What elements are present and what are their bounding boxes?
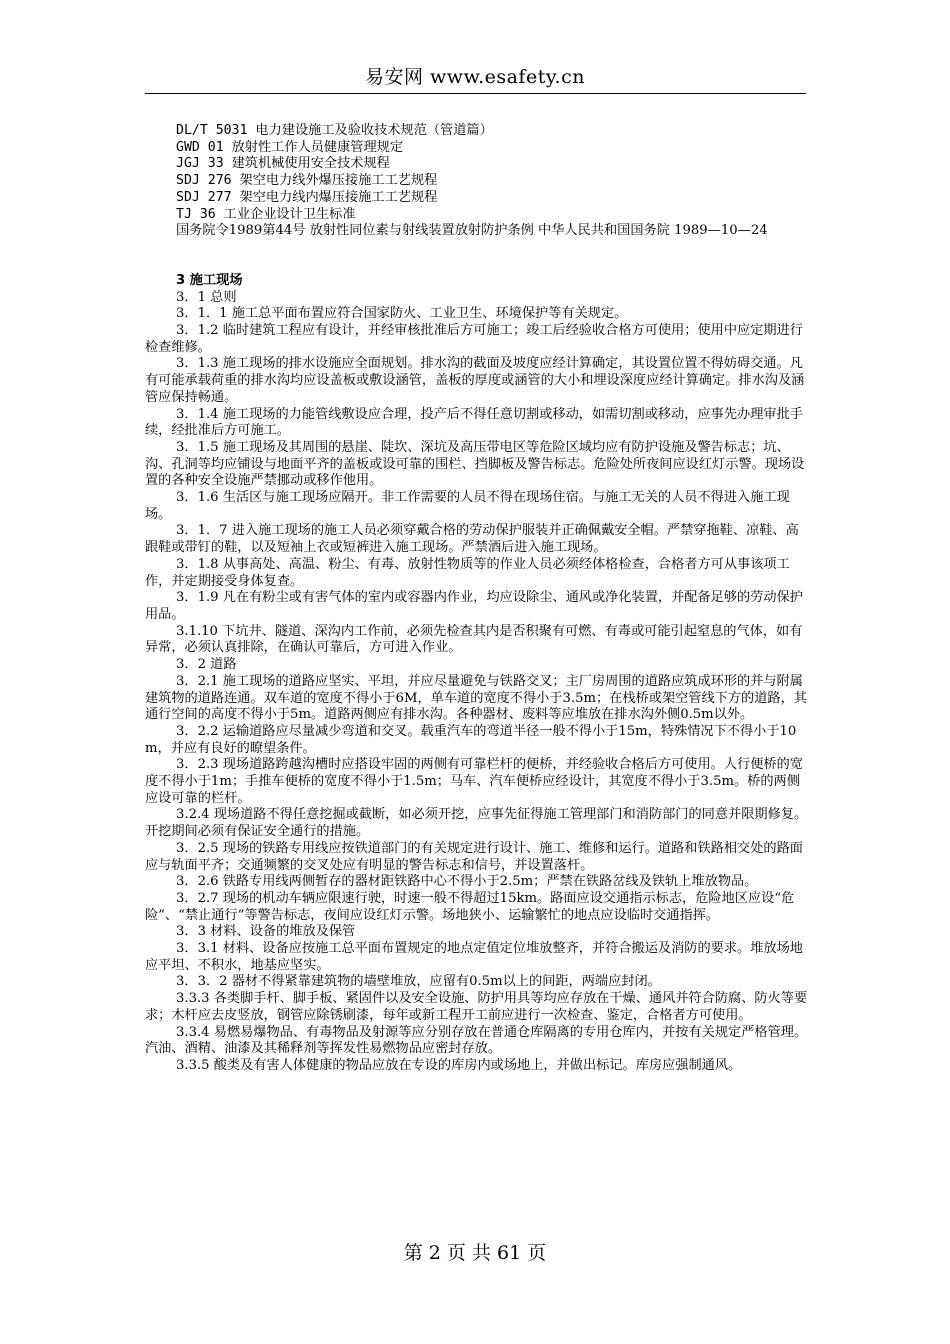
subsection-heading: 3．3 材料、设备的堆放及保管 [176,924,356,940]
section-paragraphs [145,290,809,1075]
clause-paragraph: 3．2.5 现场的铁路专用线应按铁道部门的有关规定进行设计、施工、维修和运行。道路和铁路相交处的路面应与轨面平齐；交通频繁的交叉处应有明显的警告标志和信号，并设置落杆。 [145,840,803,873]
clause-paragraph: 3．1．7 进入施工现场的施工人员必须穿戴合格的劳动保护服装并正确佩戴安全帽。严禁穿拖鞋、凉鞋、高跟鞋或带钉的鞋，以及短袖上衣或短裤进入施工现场。严禁酒后进入施工现场。 [145,523,799,556]
reference-item: GWD 01 放射性工作人员健康管理规定 [176,139,404,155]
clause-paragraph: 3．1.4 施工现场的力能管线敷设应合理，投产后不得任意切割或移动，如需切割或移动，应事先办理审批手续，经批准后方可施工。 [145,406,803,439]
clause-paragraph: 3．2.1 施工现场的道路应坚实、平坦，并应尽量避免与铁路交叉；主厂房周围的道路应筑成环形的并与附属建筑物的道路连通。双车道的宽度不得小于6M，单车道的宽度不得小于3.5m；在栈桥或架空管线下方的道路，其通行空间的高度不得小于5m。道路两侧应有排水沟。各种器材、废料等应堆放在排水沟外侧0.5m以外。 [145,673,807,723]
site-header-title: 易安网 www.esafety.cn [365,66,585,88]
clause-paragraph: 3.3.3 各类脚手杆、脚手板、紧固件以及安全设施、防护用具等均应存放在干燥、通风并符合防腐、防火等要求；木杆应去皮竖放，钢管应除锈刷漆，每年或新工程开工前应进行一次检查、鉴定，合格者方可使用。 [145,991,808,1023]
section-heading: 3 施工现场 [176,272,243,288]
reference-item: DL/T 5031 电力建设施工及验收技术规范（管道篇） [176,123,493,138]
clause-paragraph: 3．1.3 施工现场的排水设施应全面规划。排水沟的截面及坡度应经计算确定，其设置位置不得妨碍交通。凡有可能承载荷重的排水沟均应设盖板或敷设涵管，盖板的厚度或涵管的大小和埋设深度应经计算确定。排水沟及涵管应保持畅通。 [145,356,805,405]
header-divider [145,93,806,94]
subsection-heading: 3．1 总则 [176,289,237,305]
clause-paragraph: 3．2.3 现场道路跨越沟槽时应搭设牢固的两侧有可靠栏杆的便桥，并经验收合格后方可使用。人行便桥的宽度不得小于1m；手推车便桥的宽度不得小于1.5m；马车、汽车便桥应经设计，其宽度不得小于3.5m。桥的两侧应设可靠的栏杆。 [145,757,803,806]
blank-spacer [145,240,809,273]
clause-paragraph: 3．1.2 临时建筑工程应有设计，并经审核批准后方可施工；竣工后经验收合格方可使用；使用中应定期进行检查维修。 [145,323,803,355]
reference-item: SDJ 277 架空电力线内爆压接施工工艺规程 [176,189,438,205]
reference-item: SDJ 276 架空电力线外爆压接施工工艺规程 [176,173,438,189]
decree-reference: 国务院令1989第44号 放射性同位素与射线装置放射防护条例 中华人民共和国国务院 1989—10—24 [176,223,768,239]
clause-paragraph: 3．1.8 从事高处、高温、粉尘、有毒、放射性物质等的作业人员必须经体格检查，合格者方可从事该项工作，并定期接受身体复查。 [145,556,790,589]
clause-paragraph: 3．2.7 现场的机动车辆应限速行驶，时速一般不得超过15km。路面应设交通指示标志，危险地区应设“危险”、“禁止通行”等警告标志，夜间应设红灯示警。场地狭小、运输繁忙的地点应设临时交通指挥。 [145,890,795,923]
clause-paragraph: 3.1.10 下坑井、隧道、深沟内工作前，必须先检查其内是否积聚有可燃、有毒或可能引起窒息的气体，如有异常，必须认真排除，在确认可靠后，方可进入作业。 [145,623,803,656]
page-number-footer: 第 2 页 共 61 页 [403,1242,547,1264]
clause-paragraph: 3.3.4 易燃易爆物品、有毒物品及射源等应分别存放在普通仓库隔离的专用仓库内，并按有关规定严格管理。汽油、酒精、油漆及其稀释剂等挥发性易燃物品应密封存放。 [145,1024,808,1057]
clause-paragraph: 3．1．1 施工总平面布置应符合国家防火、工业卫生、环境保护等有关规定。 [176,306,628,322]
reference-list [145,123,809,240]
clause-paragraph: 3.3.5 酸类及有害人体健康的物品应放在专设的库房内或场地上，并做出标记。库房应强制通风。 [176,1057,742,1073]
clause-paragraph: 3．1.6 生活区与施工现场应隔开。非工作需要的人员不得在现场住宿。与施工无关的人员不得进入施工现场。 [145,490,790,522]
reference-item: JGJ 33 建筑机械使用安全技术规程 [176,156,390,172]
clause-paragraph: 3．2.6 铁路专用线两侧暂存的器材距铁路中心不得小于2.5m；严禁在铁路岔线及铁轨上堆放物品。 [176,874,758,890]
clause-paragraph: 3.2.4 现场道路不得任意挖掘或截断，如必须开挖，应事先征得施工管理部门和消防部门的同意并限期修复。开挖期间必须有保证安全通行的措施。 [145,807,808,840]
clause-paragraph: 3．1.5 施工现场及其周围的悬崖、陡坎、深坑及高压带电区等危险区域均应有防护设施及警告标志；坑、沟、孔洞等均应铺设与地面平齐的盖板或设可靠的围栏、挡脚板及警告标志。危险处所夜间应设红灯示警。现场设置的各种安全设施严禁挪动或移作他用。 [145,439,805,489]
document-body [145,123,809,1075]
clause-paragraph: 3．2.2 运输道路应尽量减少弯道和交叉。载重汽车的弯道半径一般不得小于15m，特殊情况下不得小于10m，并应有良好的瞭望条件。 [145,723,797,756]
subsection-heading: 3．2 道路 [176,657,237,673]
clause-paragraph: 3．1.9 凡在有粉尘或有害气体的室内或容器内作业，均应设除尘、通风或净化装置，并配备足够的劳动保护用品。 [145,590,803,622]
reference-item: TJ 36 工业企业设计卫生标准 [176,206,356,222]
clause-paragraph: 3．3.1 材料、设备应按施工总平面布置规定的地点定值定位堆放整齐，并符合搬运及消防的要求。堆放场地应平坦、不积水，地基应坚实。 [145,941,803,973]
clause-paragraph: 3．3．2 器材不得紧靠建筑物的墙壁堆放，应留有0.5m以上的间距，两端应封闭。 [176,974,661,990]
